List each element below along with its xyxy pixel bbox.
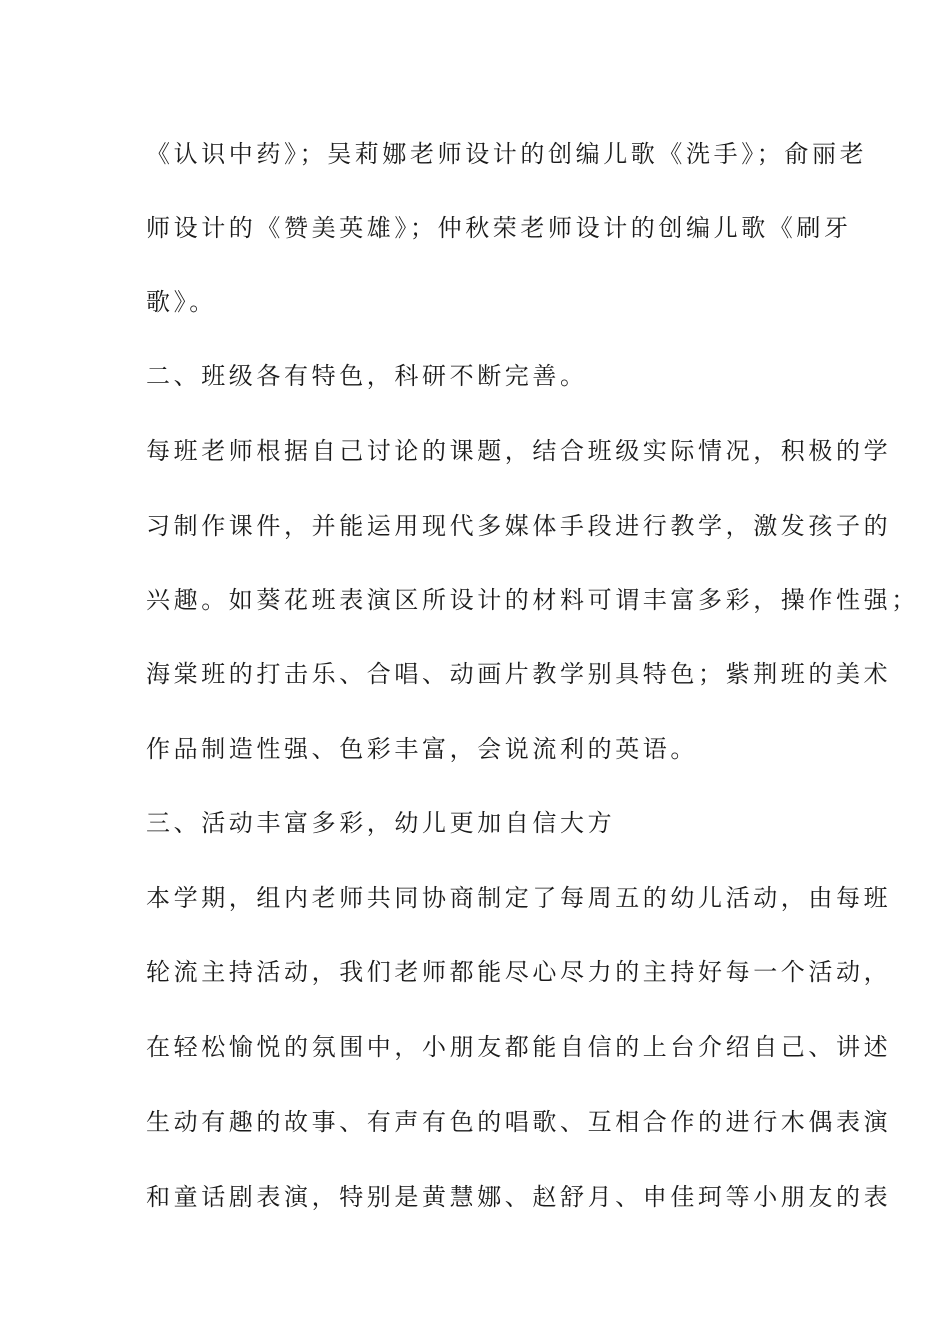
text-line: 每班老师根据自己讨论的课题，结合班级实际情况，积极的学 [146,437,892,465]
text-line: 作品制造性强、色彩丰富，会说流利的英语。 [146,735,698,763]
text-line: 本学期，组内老师共同协商制定了每周五的幼儿活动，由每班 [146,884,892,912]
text-line: 海棠班的打击乐、合唱、动画片教学别具特色；紫荆班的美术 [146,660,892,688]
text-line: 在轻松愉悦的氛围中，小朋友都能自信的上台介绍自己、讲述 [146,1033,892,1061]
text-line: 《认识中药》；吴莉娜老师设计的创编儿歌《洗手》；俞丽老 [146,140,868,168]
text-line: 师设计的《赞美英雄》；仲秋荣老师设计的创编儿歌《刷牙 [146,214,852,242]
section-heading: 二、班级各有特色，科研不断完善。 [146,362,588,390]
text-line: 习制作课件，并能运用现代多媒体手段进行教学，激发孩子的 [146,512,892,540]
text-line: 歌》。 [146,288,217,316]
text-line: 兴趣。如葵花班表演区所设计的材料可谓丰富多彩，操作性强； [146,586,919,614]
text-line: 轮流主持活动，我们老师都能尽心尽力的主持好每一个活动， [146,958,892,986]
section-heading: 三、活动丰富多彩，幼儿更加自信大方 [146,809,616,837]
text-line: 生动有趣的故事、有声有色的唱歌、互相合作的进行木偶表演 [146,1108,892,1136]
text-line: 和童话剧表演，特别是黄慧娜、赵舒月、申佳珂等小朋友的表 [146,1183,892,1211]
